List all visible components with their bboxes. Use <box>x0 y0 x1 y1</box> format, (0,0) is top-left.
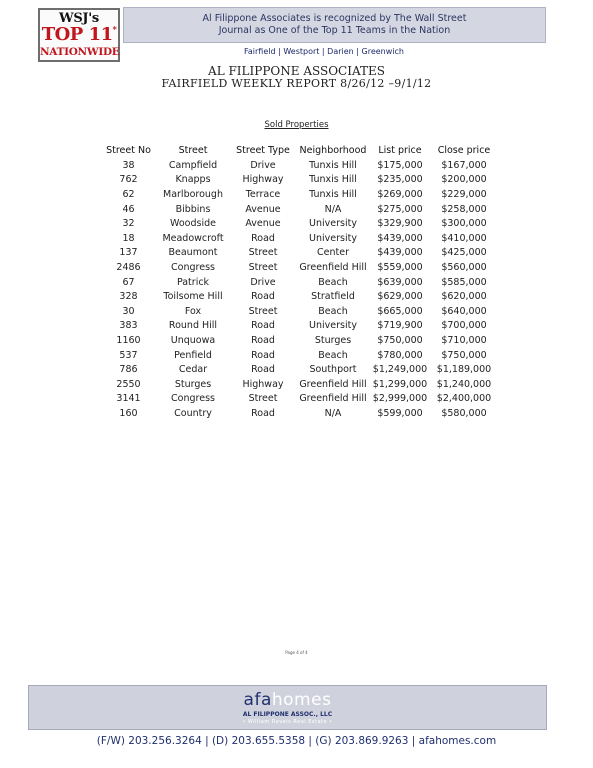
cell-list-price: $269,000 <box>377 188 423 200</box>
table-row <box>100 319 497 334</box>
cell-street: Round Hill <box>168 320 218 332</box>
cell-close-price: $710,000 <box>441 334 487 346</box>
cell-close-price: $700,000 <box>441 320 487 332</box>
cell-list-price: $439,000 <box>377 232 423 244</box>
cell-close-price: $425,000 <box>441 247 487 259</box>
table-row <box>100 202 497 217</box>
cell-close-price: $258,000 <box>441 203 487 215</box>
table-row <box>100 187 497 202</box>
header-close-price: Close price <box>437 145 491 156</box>
logo-afa: afa <box>243 690 272 710</box>
cell-street-type: Road <box>251 407 275 419</box>
cell-close-price: $229,000 <box>441 188 487 200</box>
cell-close-price: $750,000 <box>441 349 487 361</box>
section-title: Sold Properties <box>264 120 329 130</box>
cell-street: Fox <box>184 305 202 317</box>
company-name: AL FILIPPONE ASSOCIATES <box>208 64 385 78</box>
cell-street-no: 2486 <box>116 261 141 273</box>
table-row <box>100 216 497 231</box>
table-row <box>100 275 497 290</box>
cell-street-no: 30 <box>122 305 135 317</box>
cell-street: Beaumont <box>168 247 218 259</box>
cell-list-price: $665,000 <box>377 305 423 317</box>
towns-line: Fairfield | Westport | Darien | Greenwich <box>244 47 404 56</box>
cell-street-no: 67 <box>122 276 135 288</box>
page-number: Page 4 of 4 <box>285 650 308 655</box>
cell-street-type: Highway <box>242 174 284 186</box>
cell-street-no: 137 <box>119 247 138 259</box>
header-street: Street <box>178 145 208 156</box>
logo-tagline: • William Raveis Real Estate • <box>242 719 333 725</box>
badge-star: * <box>112 24 117 34</box>
table-row <box>100 406 497 421</box>
cell-street: Country <box>174 407 212 419</box>
cell-street-no: 32 <box>122 218 135 230</box>
cell-neighborhood: N/A <box>324 407 342 419</box>
badge-nationwide: NATIONWIDE <box>40 46 120 58</box>
cell-list-price: $599,000 <box>377 407 423 419</box>
cell-street: Bibbins <box>175 203 211 215</box>
banner-line1: Al Filippone Associates is recognized by The Wall Street <box>202 13 467 24</box>
banner-line2: Journal as One of the Top 11 Teams in the Nation <box>218 25 451 36</box>
cell-close-price: $560,000 <box>441 261 487 273</box>
cell-street: Campfield <box>168 159 218 171</box>
cell-street-no: 537 <box>119 349 138 361</box>
cell-neighborhood: Tunxis Hill <box>309 159 357 171</box>
cell-neighborhood: Sturges <box>314 334 352 346</box>
cell-street-no: 328 <box>119 291 138 303</box>
table-row <box>100 348 497 363</box>
cell-street-type: Road <box>251 364 275 376</box>
cell-street-type: Street <box>248 393 278 405</box>
cell-street-type: Road <box>251 349 275 361</box>
cell-street-type: Avenue <box>245 203 281 215</box>
cell-close-price: $300,000 <box>441 218 487 230</box>
cell-street: Woodside <box>170 218 216 230</box>
table-row <box>100 173 497 188</box>
cell-close-price: $1,240,000 <box>436 378 492 390</box>
cell-neighborhood: University <box>309 218 357 230</box>
cell-street-no: 18 <box>122 232 135 244</box>
cell-street-type: Drive <box>250 276 276 288</box>
cell-list-price: $719,900 <box>377 320 423 332</box>
cell-close-price: $585,000 <box>441 276 487 288</box>
cell-street-type: Road <box>251 232 275 244</box>
cell-neighborhood: Tunxis Hill <box>309 174 357 186</box>
cell-neighborhood: Beach <box>318 305 348 317</box>
cell-street: Marlborough <box>163 188 223 200</box>
wsj-top11-badge <box>38 8 120 62</box>
contact-line: (F/W) 203.256.3264 | (D) 203.655.5358 | (G) 203.869.9263 | afahomes.com <box>96 735 497 747</box>
header-list-price: List price <box>378 145 422 156</box>
cell-street-no: 1160 <box>116 334 141 346</box>
cell-list-price: $780,000 <box>377 349 423 361</box>
cell-close-price: $200,000 <box>441 174 487 186</box>
cell-close-price: $640,000 <box>441 305 487 317</box>
cell-neighborhood: Center <box>317 247 349 259</box>
cell-street: Congress <box>171 393 215 405</box>
cell-street: Sturges <box>174 378 212 390</box>
cell-street-no: 3141 <box>116 393 141 405</box>
table-row <box>100 362 497 377</box>
logo-company-line: AL FILIPPONE ASSOC., LLC <box>242 711 333 718</box>
cell-list-price: $1,249,000 <box>372 364 428 376</box>
table-header-row <box>100 143 497 158</box>
cell-neighborhood: Tunxis Hill <box>309 188 357 200</box>
cell-street-no: 786 <box>119 364 138 376</box>
cell-list-price: $1,299,000 <box>372 378 428 390</box>
table-row <box>100 260 497 275</box>
cell-close-price: $580,000 <box>441 407 487 419</box>
cell-street-type: Highway <box>242 378 284 390</box>
cell-street-type: Terrace <box>245 188 281 200</box>
cell-street-type: Avenue <box>245 218 281 230</box>
header-street-no: Street No <box>106 145 151 156</box>
cell-list-price: $175,000 <box>377 159 423 171</box>
cell-neighborhood: Southport <box>309 364 357 376</box>
cell-street-type: Road <box>251 320 275 332</box>
table-row <box>100 333 497 348</box>
cell-street: Toilsome Hill <box>163 291 223 303</box>
footer-logo-box <box>28 685 547 730</box>
cell-street-type: Street <box>248 305 278 317</box>
cell-list-price: $639,000 <box>377 276 423 288</box>
cell-close-price: $410,000 <box>441 232 487 244</box>
cell-list-price: $329,900 <box>377 218 423 230</box>
report-title: FAIRFIELD WEEKLY REPORT 8/26/12 –9/1/12 <box>161 77 432 90</box>
table-row <box>100 231 497 246</box>
cell-list-price: $439,000 <box>377 247 423 259</box>
table-row <box>100 392 497 407</box>
table-row <box>100 304 497 319</box>
logo-homes: homes <box>271 690 332 710</box>
cell-neighborhood: Beach <box>318 276 348 288</box>
cell-street-no: 383 <box>119 320 138 332</box>
cell-street-type: Road <box>251 291 275 303</box>
header-neighborhood: Neighborhood <box>299 145 367 156</box>
table-row <box>100 289 497 304</box>
cell-street: Cedar <box>178 364 208 376</box>
cell-street: Congress <box>171 261 215 273</box>
cell-street-type: Drive <box>250 159 276 171</box>
badge-top11-text: TOP 11 <box>41 24 113 45</box>
cell-close-price: $620,000 <box>441 291 487 303</box>
cell-street: Patrick <box>176 276 210 288</box>
cell-close-price: $167,000 <box>441 159 487 171</box>
cell-list-price: $559,000 <box>377 261 423 273</box>
cell-close-price: $1,189,000 <box>436 364 492 376</box>
cell-street-no: 46 <box>122 203 135 215</box>
cell-street-type: Street <box>248 261 278 273</box>
table-row <box>100 246 497 261</box>
cell-list-price: $2,999,000 <box>372 393 428 405</box>
cell-neighborhood: University <box>309 320 357 332</box>
afahomes-logo <box>29 690 546 710</box>
cell-neighborhood: Stratfield <box>311 291 355 303</box>
recognition-banner <box>123 7 546 43</box>
cell-list-price: $750,000 <box>377 334 423 346</box>
cell-street-no: 2550 <box>116 378 141 390</box>
cell-neighborhood: Beach <box>318 349 348 361</box>
badge-top11 <box>40 24 118 45</box>
cell-street-no: 62 <box>122 188 135 200</box>
cell-list-price: $275,000 <box>377 203 423 215</box>
cell-street: Penfield <box>174 349 212 361</box>
cell-street-no: 160 <box>119 407 138 419</box>
cell-list-price: $629,000 <box>377 291 423 303</box>
header-street-type: Street Type <box>236 145 290 156</box>
cell-list-price: $235,000 <box>377 174 423 186</box>
badge-line1: WSJ's <box>59 11 99 26</box>
cell-close-price: $2,400,000 <box>436 393 492 405</box>
cell-street-no: 38 <box>122 159 135 171</box>
cell-neighborhood: N/A <box>324 203 342 215</box>
cell-street: Knapps <box>175 174 211 186</box>
cell-street: Unquowa <box>170 334 216 346</box>
cell-neighborhood: Greenfield Hill <box>299 378 367 390</box>
table-row <box>100 158 497 173</box>
cell-neighborhood: Greenfield Hill <box>299 261 367 273</box>
cell-street-no: 762 <box>119 174 138 186</box>
table-row <box>100 377 497 392</box>
cell-street-type: Street <box>248 247 278 259</box>
cell-neighborhood: Greenfield Hill <box>299 393 367 405</box>
cell-street: Meadowcroft <box>162 232 224 244</box>
cell-neighborhood: University <box>309 232 357 244</box>
cell-street-type: Road <box>251 334 275 346</box>
sold-properties-table <box>100 143 497 421</box>
